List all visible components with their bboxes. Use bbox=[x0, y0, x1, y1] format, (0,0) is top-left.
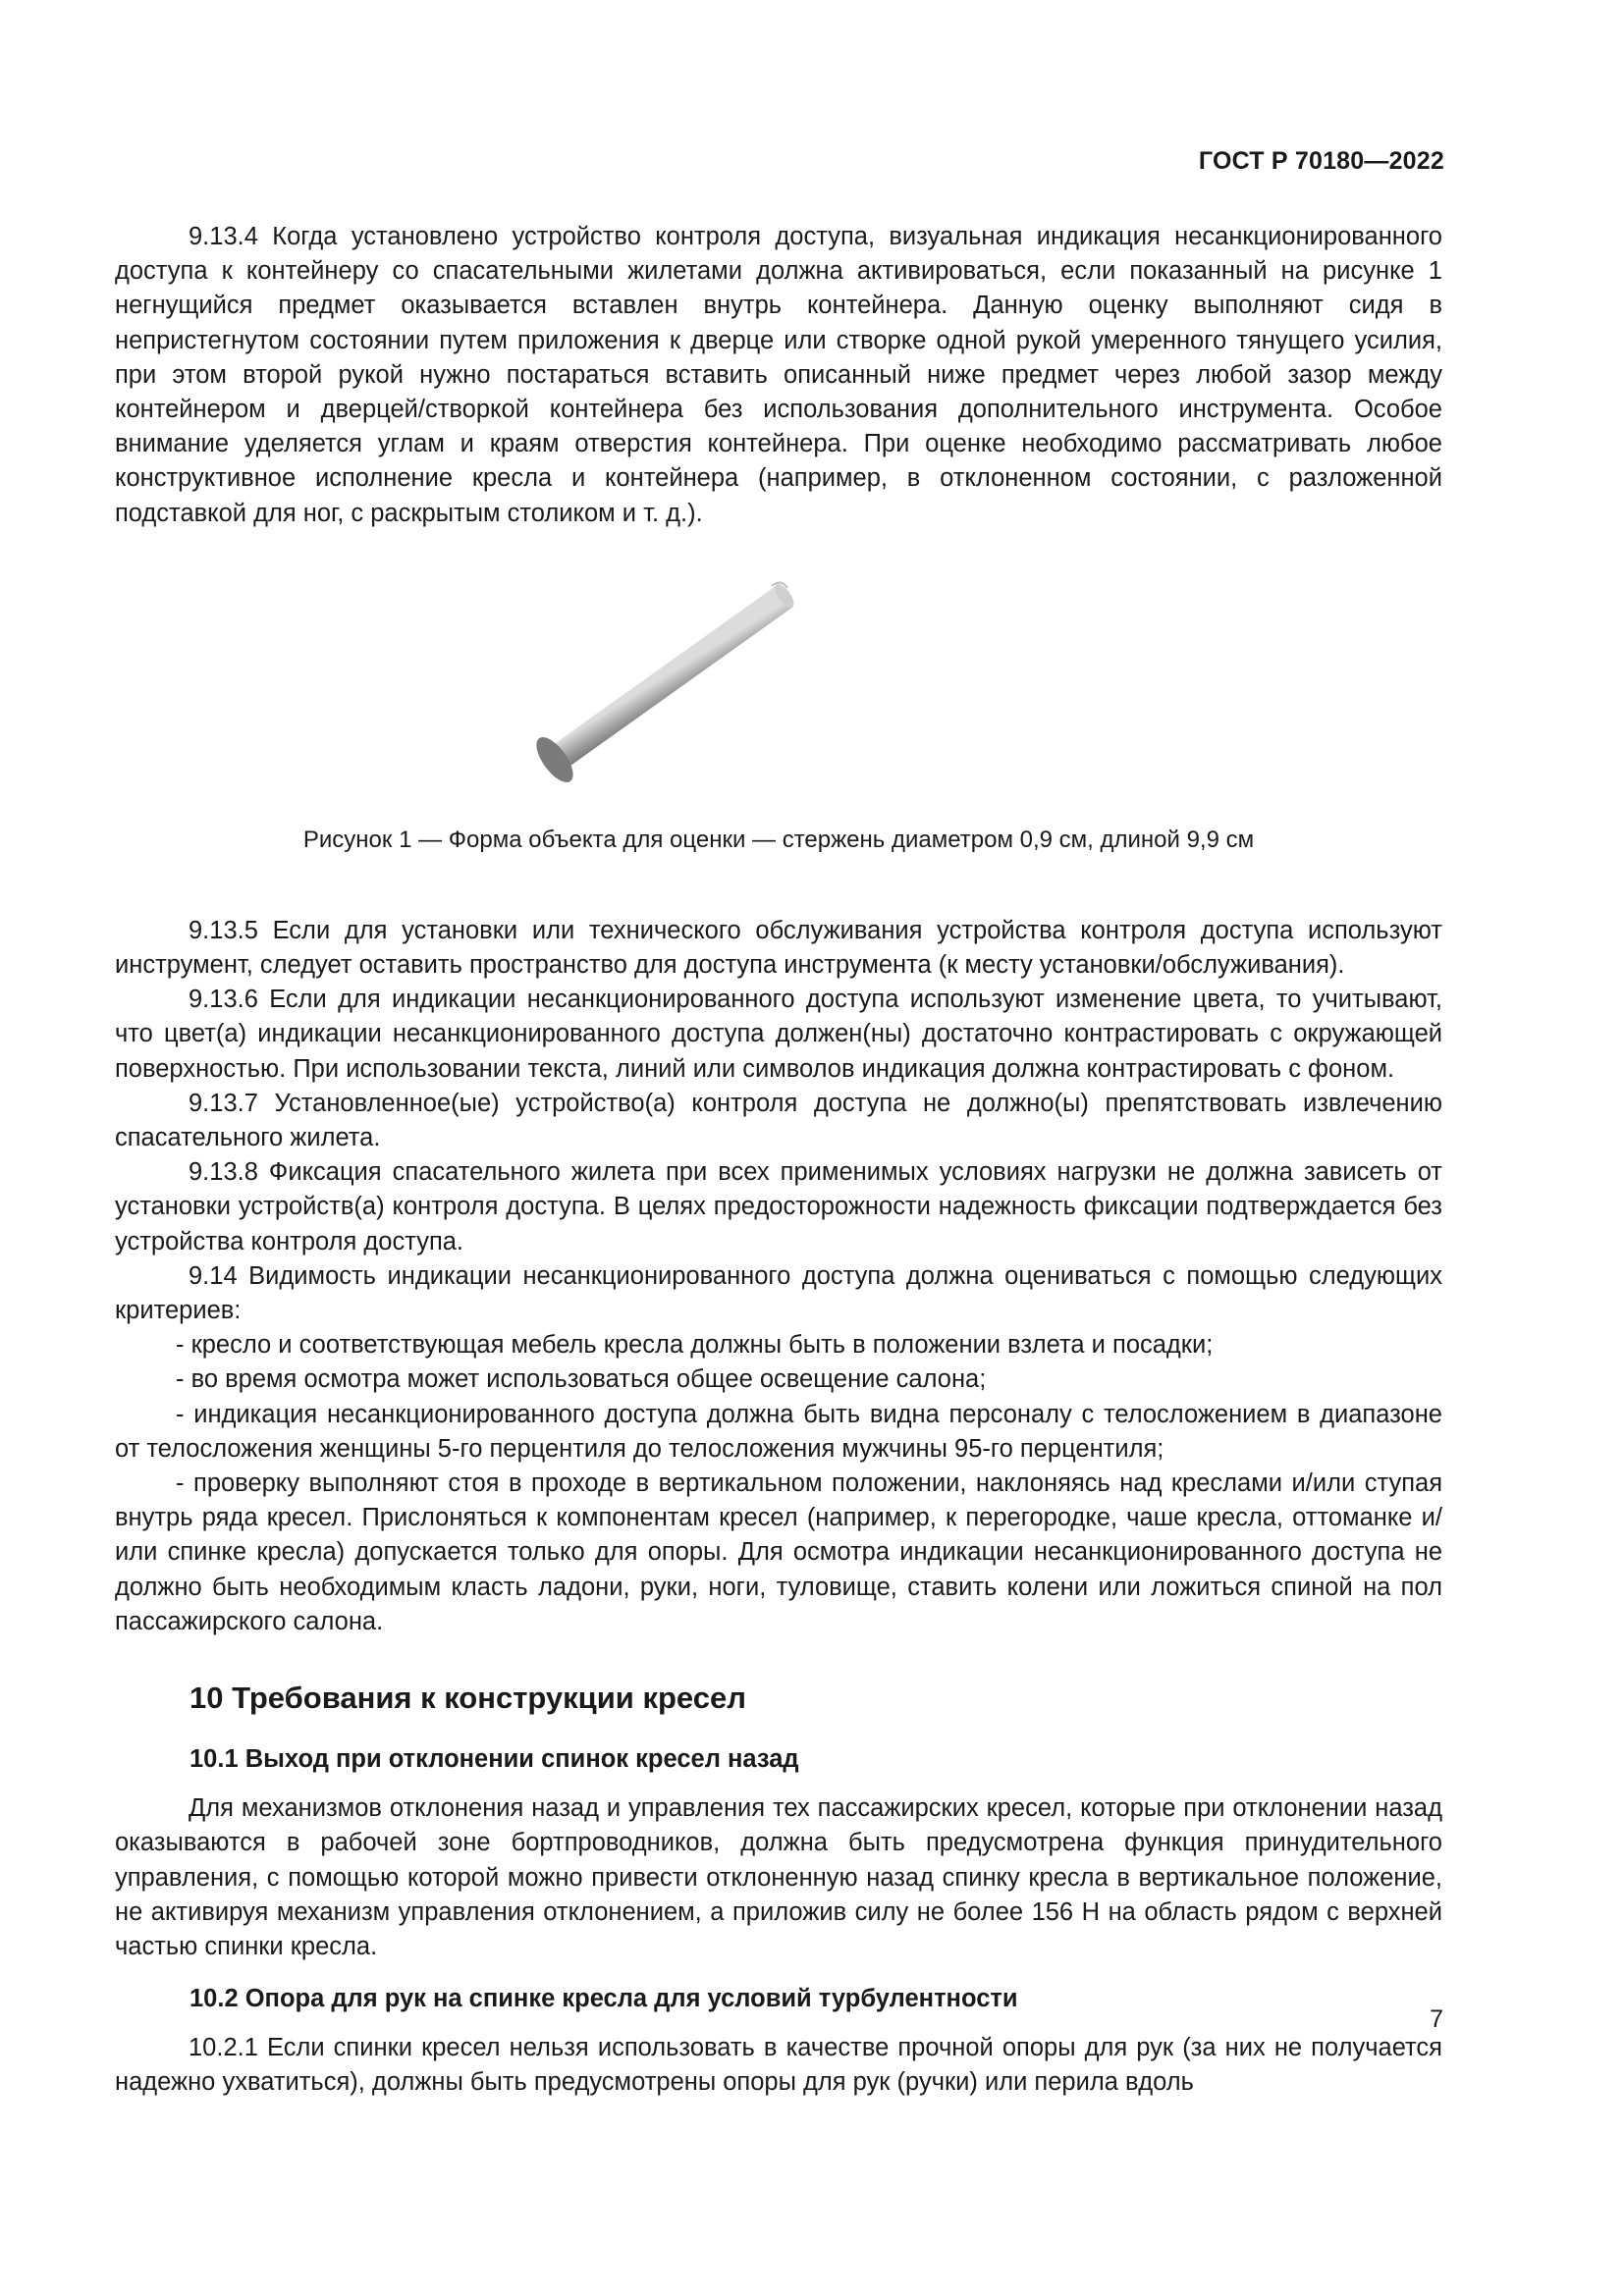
paragraph-9-13-4: 9.13.4 Когда установлено устройство контроля доступа, визуальная индикация несанкционированного доступа к контейнеру со спасательными жилетами должна активироваться, если показанный на рисунке 1 негнущийся предмет оказывается вставлен внутрь контейнера. Данную оценку выполняют сидя в непристегнутом состоянии путем приложения к дверце или створке одной рукой умеренного тянущего усилия, при этом второй рукой нужно постараться вставить описанный ниже предмет через любой зазор между контейнером и дверцей/створкой контейнера без использования дополнительного инструмента. Особое внимание уделяется углам и краям отверстия контейнера. При оценке необходимо рассматривать любое конструктивное исполнение кресла и контейнера (например, в отклоненном состоянии, с разложенной подставкой для ног, с раскрытым столиком и т. д.). bbox=[115, 223, 1442, 527]
paragraph-9-14: 9.14 Видимость индикации несанкционированного доступа должна оцениваться с помощью следующих критериев: bbox=[115, 1261, 1442, 1325]
figure-caption: Рисунок 1 — Форма объекта для оценки — стержень диаметром 0,9 см, длиной 9,9 см bbox=[302, 826, 1255, 853]
section-10-heading: 10 Требования к конструкции кресел bbox=[189, 1681, 746, 1716]
figure-1 bbox=[115, 531, 1442, 914]
paragraph-9-13-5: 9.13.5 Если для установки или технического обслуживания устройства контроля доступа используют инструмент, следует оставить пространство для доступа инструмента (к месту установки/обслуживания). bbox=[115, 916, 1442, 980]
document-id-header: ГОСТ Р 70180—2022 bbox=[1198, 147, 1444, 175]
paragraph-9-13-8: 9.13.8 Фиксация спасательного жилета при всех применимых условиях нагрузки не должна зависеть от установки устройств(а) контроля доступа. В целях предосторожности надежность фиксации подтверждается без устройства контроля доступа. bbox=[115, 1158, 1442, 1255]
subsection-10-2-heading: 10.2 Опора для рук на спинке кресла для условий турбулентности bbox=[189, 1985, 1018, 2013]
list-item: - проверку выполняют стоя в проходе в вертикальном положении, наклоняясь над креслами и/или ступая внутрь ряда кресел. Прислоняться к компонентам кресел (например, к перегородке, чаше кресла, оттоманке и/или спинке кресла) допускается только для опоры. Для осмотра индикации несанкционированного доступа не должно быть необходимым класть ладони, руки, ноги, туловище, ставить колени или ложиться спиной на пол пассажирского салона. bbox=[115, 1469, 1442, 1635]
paragraph-9-13-7: 9.13.7 Установленное(ые) устройство(а) контроля доступа не должно(ы) препятствовать извлечению спасательного жилета. bbox=[115, 1089, 1442, 1152]
list-item: - кресло и соответствующая мебель кресла должны быть в положении взлета и посадки; bbox=[176, 1331, 1214, 1360]
list-item: - во время осмотра может использоваться общее освещение салона; bbox=[176, 1365, 987, 1394]
page-number: 7 bbox=[1430, 2005, 1443, 2033]
paragraph-9-13-6: 9.13.6 Если для индикации несанкционированного доступа используют изменение цвета, то учитывают, что цвет(а) индикации несанкционированного доступа должен(ны) достаточно контрастировать с окружающей поверхностью. При использовании текста, линий или символов индикация должна контрастировать с фоном. bbox=[115, 986, 1442, 1083]
subsection-10-1-heading: 10.1 Выход при отклонении спинок кресел назад bbox=[189, 1745, 799, 1774]
paragraph-10-1: Для механизмов отклонения назад и управления тех пассажирских кресел, которые при отклонении назад оказываются в рабочей зоне бортпроводников, должна быть предусмотрена функция принудительного управления, с помощью которой можно привести отклоненную назад спинку кресла в вертикальное положение, не активируя механизм управления отклонением, а приложив силу не более 156 Н на область рядом с верхней частью спинки кресла. bbox=[115, 1794, 1442, 1960]
rod-illustration bbox=[527, 553, 822, 808]
rod-body bbox=[546, 586, 793, 771]
document-body bbox=[115, 220, 1442, 2101]
list-item: - индикация несанкционированного доступа должна быть видна персоналу с телосложением в диапазоне от телосложения женщины 5-го перцентиля до телосложения мужчины 95-го перцентиля; bbox=[115, 1400, 1442, 1463]
paragraph-10-2-1: 10.2.1 Если спинки кресел нельзя использовать в качестве прочной опоры для рук (за них не получается надежно ухватиться), должны быть предусмотрены опоры для рук (ручки) или перила вдоль bbox=[115, 2034, 1442, 2097]
